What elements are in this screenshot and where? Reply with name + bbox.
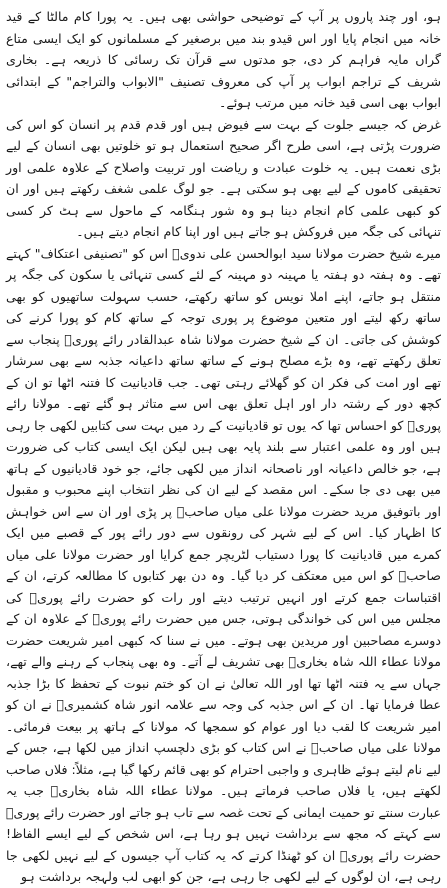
paragraph-1: ہو، اور چند پاروں پر آپ کے توضیحی حواشی بھی ہیں۔ یہ پورا کام مالٹا کے قید خانہ میں انجام پایا اور اس قیدو بند میں برصغیر کے مسلمانوں کو ایک ایسی متاع گراں مایہ فراہم کر دی، جو مدتوں سے قرآن تک رسائی کا ذریعہ ہے۔ بخاری شریف کے تراجم ابواب پر آپ کی معروف تصنیف "الابواب والتراجم" کے ابتدائی ابواب بھی اسی قید خانہ میں مرتب ہوئے۔ [6,9,441,110]
paragraph-2: غرض کہ جیسے جلوت کے بہت سے فیوض ہیں اور قدم قدم پر انسان کو اس کی ضرورت پڑتی ہے، اسی طرح اگر صحیح استعمال ہو تو خلوتیں بھی انسان کے لیے بڑی نعمت ہیں۔ یہ خلوت عبادت و ریاضت اور تربیت واصلاح کے علاوہ علمی اور تحقیقی کاموں کے لیے بھی ہو سکتی ہے۔ جو لوگ علمی شغف رکھتے ہیں اور ان کو کبھی علمی کام انجام دینا ہو وہ شور ہنگامہ کے ماحول سے ہٹ کر کسی تنہائی کی جگہ میں فروکش ہو جاتے ہیں اور اپنا کام انجام دیتے ہیں۔ [6,116,441,239]
paragraph-3: میرے شیخ حضرت مولانا سید ابوالحسن علی ندویؒ اس کو "تصنیفی اعتکاف" کہتے تھے۔ وہ ہفتہ دو ہفتہ یا مہینہ دو مہینہ کے لئے کسی تنہائی یا سکون کی جگہ پر منتقل ہو جاتے، اپنے املا نویس کو ساتھ رکھتے، حسب سہولت ساتھیوں کو بھی ساتھ رکھ لیتے اور متعین موضوع پر پوری توجہ کے ساتھ کام کو پورا کرنے کی کوشش کی جاتی۔ ان کے شیخ حضرت مولانا شاہ عبدالقادر رائے پوریؒ پنجاب سے تعلق رکھتے تھے، وہ بڑے مصلح ہونے کے ساتھ ساتھ داعیانہ جذبہ سے بھی سرشار تھے اور امت کی فکر ان کو گھلائے رہتی تھی۔ جب قادیانیت کا فتنہ اٹھا تو ان کے کچھ دور کے رشتہ دار اور اہل تعلق بھی اس سے متاثر ہو گئے تھے۔ مولانا رائے پوریؒ کو احساس تھا کہ یوں تو قادیانیت کے رد میں بہت سی کتابیں لکھی جا رہی ہیں اور وہ علمی اعتبار سے بلند پایہ بھی ہیں لیکن ایک ایسی کتاب کی ضرورت ہے، جو خالص داعیانہ اور ناصحانہ انداز میں لکھی جائے، جو خود قادیانیوں کے ہاتھ میں بھی دی جا سکے۔ اس مقصد کے لیے ان کی نظر انتخاب اپنے محبوب و مقبول اور باتوفیق مرید حضرت مولانا علی میاں صاحبؒ پر پڑی اور ان سے اس خواہش کا اظہار کیا۔ اس کے لیے شہر کی رونقوں سے دور رائے پور کے قصبے میں ایک کمرے میں قادیانیت کا پورا دستیاب لٹریچر جمع کرایا اور حضرت مولانا علی میاں صاحبؒ کو اس میں معتکف کر دیا گیا۔ وہ دن بھر کتابوں کا مطالعہ کرتے، ان کے اقتباسات جمع کرتے اور انہیں ترتیب دیتے اور رات کو حضرت رائے پوریؒ کی مجلس میں اس کی خواندگی ہوتی، جس میں حضرت رائے پوریؒ کے علاوہ ان کے دوسرے مصاحبین اور مریدین بھی ہوتے۔ میں نے سنا کہ کبھی امیر شریعت حضرت مولانا عطاء اللہ شاہ بخاریؒ بھی تشریف لے آتے۔ وہ بھی پنجاب کے رہنے والے تھے، جہاں سے یہ فتنہ اٹھا تھا اور اللہ تعالیٰ نے ان کو ختم نبوت کے تحفظ کا بڑا جذبہ عطا فرمایا تھا۔ ان کے اس جذبہ کی وجہ سے علامہ انور شاہ کشمیریؒ نے ان کو امیر شریعت کا لقب دیا اور عوام کو سمجھا کہ مولانا کے ہاتھ پر بیعت فرمائی۔ مولانا علی میاں صاحبؒ نے اس کتاب کو بڑی دلچسپ انداز میں لکھا ہے، جس کے لیے نام لیتے ہوئے ظاہری و واجبی احترام کو بھی قائم رکھا گیا ہے، مثلاً: فلاں صاحب لکھتے ہیں، یا فلاں صاحب فرماتے ہیں۔ مولانا عطاء اللہ شاہ بخاریؒ جب یہ عبارت سنتے تو حمیت ایمانی کے تحت غصہ سے تاب ہو جاتے اور حضرت رائے پوریؒ سے کہتے کہ مجھ سے برداشت نہیں ہو رہا ہے، اس شخص کے لیے ایسے الفاظ! حضرت رائے پوریؒ ان کو ٹھنڈا کرتے کہ یہ کتاب آپ جیسوں کے لیے نہیں لکھی جا رہی ہے، ان لوگوں کے لیے لکھی جا رہی ہے، جن کو ابھی لب ولہجہ برداشت ہو [6,245,441,884]
